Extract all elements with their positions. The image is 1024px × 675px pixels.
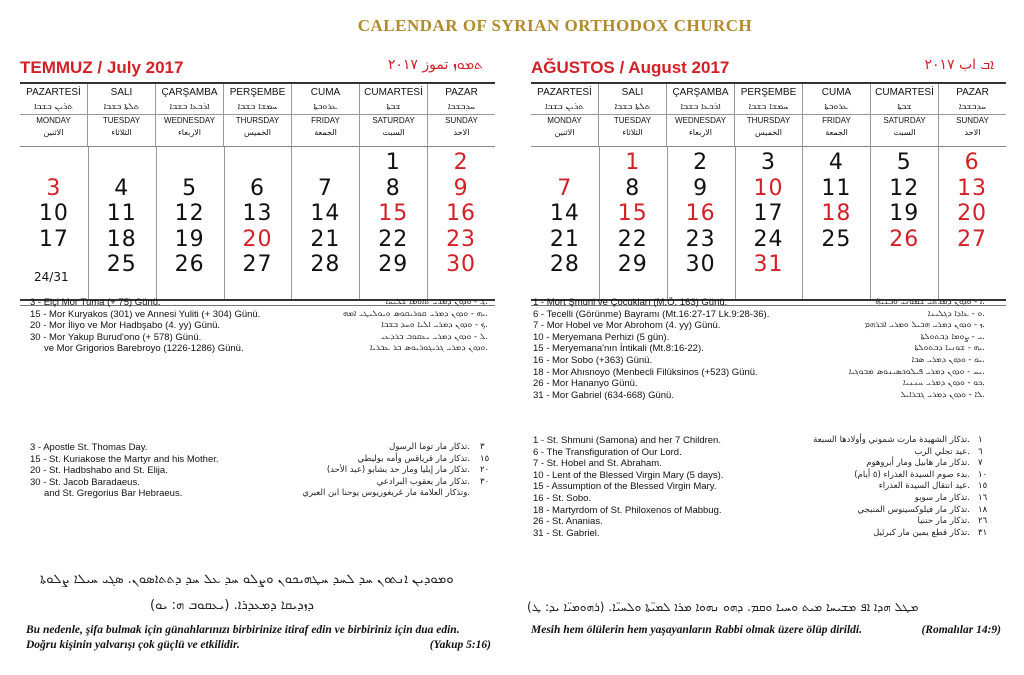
- event-line-syriac: ܝ - ܨܘܡܐ ܕܒܬܘܠܬܐ.: [920, 331, 985, 342]
- july-verse-turkish: [26, 623, 491, 653]
- day-number: 22: [378, 226, 409, 252]
- day-number: 11: [821, 175, 852, 201]
- weekday-header-cell: [871, 84, 939, 146]
- day-number: 8: [625, 175, 641, 201]
- day-number: 26: [889, 226, 920, 252]
- event-line-syriac: ܘ - ܥܐܕܐ ܕܓܠܝܢܐ.: [927, 308, 985, 319]
- day-number: 23: [446, 226, 477, 252]
- day-number: 30: [446, 252, 477, 277]
- weekday-syriac: ܬܪܝܢ ܒܫܒܐ: [33, 102, 74, 112]
- event-line: 1 - Mort Şmuni ve Çocukları (M.Ö. 163) Günü.: [533, 297, 728, 308]
- day-number: 8: [385, 175, 401, 201]
- weekday-arabic: الاثنين: [43, 128, 64, 137]
- day-number: 7: [317, 175, 333, 201]
- day-number: 20: [957, 201, 988, 226]
- weekday-arabic: الثلاثاء: [111, 128, 132, 137]
- event-line-arabic: تذكار مار قرياقس وأمه يوليطي.: [357, 453, 470, 464]
- day-number: 19: [174, 226, 205, 252]
- weekday-english: MONDAY: [20, 114, 87, 127]
- day-number: 22: [617, 226, 648, 252]
- event-line: 6 - The Transfiguration of Our Lord.: [533, 446, 682, 458]
- weekday-arabic: الجمعة: [314, 128, 337, 137]
- event-line: 30 - Mor Yakup Burud'ono (+ 578) Günü.: [30, 331, 202, 343]
- event-line-arabic: تذكار مار توما الرسول.: [389, 442, 470, 452]
- day-number: 11: [106, 201, 137, 226]
- event-line-syriac: ܝܗ - ܘܕܘܢ ܕܡܪܝ ܩܘܪܝܩܘܣ ܘܝܘܠܝܛܝ ܐܡܗ.: [342, 308, 488, 319]
- day-number: 5: [896, 150, 912, 175]
- month-title-native: ܬܡܘܙ تموز ٢٠١٧: [387, 57, 483, 73]
- event-line: 6 - Tecelli (Görünme) Bayramı (Mt.16:27-17 Lk.9:28-36).: [533, 308, 770, 320]
- event-line: 18 - Martyrdom of St. Philoxenos of Mabbug.: [533, 504, 722, 516]
- event-line: 10 - Lent of the Blessed Virgin Mary (5 days).: [533, 469, 724, 481]
- day-number: 15: [617, 201, 648, 226]
- weekday-english: WEDNESDAY: [667, 114, 734, 127]
- event-line: 26 - Mor Hananyo Günü.: [533, 378, 638, 390]
- weekday-header-cell: [803, 84, 871, 146]
- weekday-english: FRIDAY: [292, 114, 359, 127]
- event-day-arabic: ٣٠: [480, 476, 490, 487]
- day-number: 3: [760, 150, 776, 175]
- event-line-syriac: ܟ - ܘܕܘܢ ܕܡܪܝ ܐܠܝܐ ܘܚܕ ܒܫܒܐ.: [381, 320, 488, 331]
- event-line: 15 - Mor Kuryakos (301) ve Annesi Yuliti (+ 304) Günü.: [30, 308, 261, 320]
- event-day-arabic: ٢٦: [978, 516, 988, 527]
- day-number: 27: [242, 252, 273, 277]
- weekday-english: FRIDAY: [803, 114, 870, 127]
- event-line-arabic: عيد تجلي الرب.: [914, 446, 970, 457]
- august-verse-turkish: [531, 623, 1001, 638]
- weekday-arabic: الثلاثاء: [622, 128, 643, 137]
- weekday-turkish: SALI: [621, 87, 644, 98]
- event-line: ve Mor Grigorios Barebroyo (1226-1286) Günü.: [44, 343, 244, 355]
- day-number: 18: [821, 201, 852, 226]
- month-title: TEMMUZ / July 2017: [20, 58, 184, 77]
- weekday-arabic: الاربعاء: [178, 128, 201, 137]
- weekday-header-cell: [599, 84, 667, 146]
- event-day-arabic: ١٥: [480, 453, 490, 464]
- day-number: 14: [549, 201, 580, 226]
- calendar-grid: [20, 82, 495, 306]
- month-title-native: ܐܒ اب ٢٠١٧: [924, 57, 994, 73]
- weekday-english: WEDNESDAY: [156, 114, 223, 127]
- event-line: 10 - Meryemana Perhizi (5 gün).: [533, 331, 670, 343]
- weekday-english: MONDAY: [531, 114, 598, 127]
- page-title: CALENDAR OF SYRIAN ORTHODOX CHURCH: [357, 16, 753, 35]
- weekday-turkish: ÇARŞAMBA: [672, 87, 729, 98]
- weekday-syriac: ܥܪܘܒܬܐ: [313, 102, 338, 112]
- weekday-syriac: ܐܪܒܥܐ ܒܫܒܐ: [169, 102, 210, 112]
- event-line-arabic: بدء صوم السيدة العذراء (٥ أيام).: [854, 469, 970, 480]
- weekday-english: SUNDAY: [428, 114, 495, 127]
- weekday-header-cell: [667, 84, 735, 146]
- event-line-syriac: ܠ - ܘܕܘܢ ܕܡܪܝ ܝܥܩܘܒ ܒܪܕܥܝ.: [380, 331, 488, 342]
- weekday-turkish: SALI: [110, 87, 133, 98]
- day-number: 13: [242, 201, 273, 226]
- weekday-header-cell: [735, 84, 803, 146]
- verse-text: Bu nedenle, şifa bulmak için günahlarınızı birbirinize itiraf edin ve birbiriniz için dua edin. Doğru kişinin yalvarışı çok güçlü ve etkilidir.: [26, 624, 460, 651]
- day-number: 30: [685, 252, 716, 277]
- event-day-arabic: ٦: [978, 446, 983, 457]
- day-number: 31: [753, 252, 784, 277]
- event-line-syriac: ܟܘ - ܘܕܘܢ ܕܡܪܝ ܚܢܢܝܐ.: [902, 378, 985, 389]
- day-number: 28: [549, 252, 580, 277]
- weekday-header-row: [20, 84, 495, 147]
- event-line-arabic: عيد انتقال السيدة العذراء.: [878, 481, 970, 492]
- event-line-arabic: تذكار مار سوبو.: [914, 492, 970, 503]
- weekday-arabic: السبت: [893, 128, 916, 137]
- weekday-header-cell: [88, 84, 156, 146]
- day-number: 3: [46, 175, 62, 201]
- weekday-header-cell: [20, 84, 88, 146]
- day-grid: [531, 147, 1006, 299]
- day-number: 20: [242, 226, 273, 252]
- event-line-arabic: تذكار مار حننيا.: [917, 516, 970, 527]
- event-line: 7 - Mor Hobel ve Mor Abrohom (4. yy) Günü.: [533, 320, 721, 332]
- event-day-arabic: ١٦: [978, 492, 988, 503]
- day-grid: [20, 147, 495, 299]
- day-number: 6: [964, 150, 980, 175]
- day-number: 6: [249, 175, 265, 201]
- weekday-syriac: ܥܪܘܒܬܐ: [824, 102, 849, 112]
- weekday-syriac: ܚܡܫܐ ܒܫܒܐ: [237, 102, 278, 112]
- day-number: 25: [821, 226, 852, 252]
- day-number: 9: [453, 175, 469, 201]
- day-number: 7: [557, 175, 573, 201]
- event-line: 31 - Mor Gabriel (634-668) Günü.: [533, 389, 674, 401]
- event-day-arabic: ١: [978, 435, 983, 445]
- event-line: 15 - Assumption of the Blessed Virgin Mary.: [533, 481, 717, 493]
- event-line-syriac: ܝܚ - ܘܕܘܢ ܕܡܪܝ ܦܝܠܘܟܣܝܢܘܣ ܡܒܘܓܝܐ.: [848, 366, 985, 377]
- august-verse-syriac: ܡܛܠ ܗܕܐ ܐܦ ܡܫܝܚܐ ܡܝܬ ܘܚܝܐ ܘܩܡ. ܕܗܘ ܢܗܘܐ ܡܪܐ ܠܡܝ̈ܬܐ ܘܠܚܝ̈ܐ. (ܪܗܘܡܝ̈ܐ ܝܕ: ܛ): [527, 600, 919, 614]
- day-number: 28: [310, 252, 341, 277]
- event-line: 1 - St. Shmuni (Samona) and her 7 Children.: [533, 435, 721, 446]
- weekday-header-row: [531, 84, 1006, 147]
- weekday-turkish: PAZARTESİ: [26, 87, 81, 98]
- weekday-turkish: CUMARTESİ: [875, 87, 934, 98]
- day-number: 16: [446, 201, 477, 226]
- weekday-turkish: PAZAR: [956, 87, 989, 98]
- verse-text: Mesih hem ölülerin hem yaşayanların Rabbi olmak üzere ölüp dirildi.: [531, 624, 862, 636]
- day-number: 4: [828, 150, 844, 175]
- weekday-turkish: PAZARTESİ: [537, 87, 592, 98]
- weekday-english: SUNDAY: [939, 114, 1006, 127]
- day-number: 10: [38, 201, 69, 226]
- day-number: 12: [889, 175, 920, 201]
- weekday-turkish: ÇARŞAMBA: [161, 87, 218, 98]
- day-number: 29: [378, 252, 409, 277]
- weekday-arabic: الاثنين: [554, 128, 575, 137]
- weekday-english: SATURDAY: [871, 114, 938, 127]
- weekday-syriac: ܬܠܬܐ ܒܫܒܐ: [614, 102, 651, 112]
- weekday-header-cell: [360, 84, 428, 146]
- weekday-english: TUESDAY: [599, 114, 666, 127]
- event-line: 7 - St. Hobel and St. Abraham.: [533, 458, 662, 470]
- day-number: 24: [753, 226, 784, 252]
- verse-reference: (Yakup 5:16): [429, 639, 491, 651]
- month-august: [531, 56, 1006, 306]
- weekday-syriac: ܬܠܬܐ ܒܫܒܐ: [103, 102, 140, 112]
- event-line: and St. Gregorius Bar Hebraeus.: [44, 488, 183, 500]
- day-number: 2: [453, 150, 469, 175]
- event-line: 15 - Meryemana'nın İntikali (Mt.8:16-22).: [533, 343, 704, 355]
- weekday-turkish: PERŞEMBE: [740, 87, 797, 98]
- event-line-arabic: وتذكار العلامة مار غريغوريوس يوحنا ابن العبري.: [302, 488, 470, 499]
- event-line-syriac: ܓ - ܘܕܘܢ ܕܡܪܝ ܬܐܘܡܐ ܫܠܝܚܐ.: [385, 297, 488, 307]
- event-day-arabic: ٢٠: [480, 465, 490, 476]
- event-line-arabic: تذكار مار هابيل ومار أبروهوم.: [866, 458, 970, 469]
- weekday-header-cell: [156, 84, 224, 146]
- weekday-syriac: ܚܕܒܫܒܐ: [958, 102, 987, 112]
- event-line-syriac: ܠܐ - ܘܕܘܢ ܕܡܪܝ ܓܒܪܐܝܠ.: [900, 389, 985, 400]
- event-line-syriac: ܝܘ - ܘܕܘܢ ܕܡܪܝ ܣܒܐ.: [911, 354, 985, 365]
- day-number: 17: [753, 201, 784, 226]
- day-number: 1: [625, 150, 641, 175]
- day-number: 25: [106, 252, 137, 277]
- event-line-arabic: تذكار مار يعقوب البرادعي.: [376, 476, 470, 487]
- day-number: 4: [114, 175, 130, 201]
- day-number: 23: [685, 226, 716, 252]
- day-number: 1: [385, 150, 401, 175]
- calendar-grid: [531, 82, 1006, 306]
- weekday-syriac: ܚܕܒܫܒܐ: [447, 102, 476, 112]
- event-line-syriac: ܝܗ - ܫܘܢܝܐ ܕܒܬܘܠܬܐ.: [914, 343, 985, 354]
- event-day-arabic: ١٨: [978, 504, 988, 515]
- day-number: 21: [549, 226, 580, 252]
- event-day-arabic: ٧: [978, 458, 983, 469]
- weekday-header-cell: [531, 84, 599, 146]
- event-line-arabic: تذكار مار فيلوكسينوس المنبجي.: [857, 504, 970, 515]
- weekday-english: THURSDAY: [224, 114, 291, 127]
- split-day: 24/31: [34, 270, 69, 284]
- day-number: 2: [693, 150, 709, 175]
- day-number: 13: [957, 175, 988, 201]
- event-day-arabic: [480, 488, 500, 500]
- event-line: 20 - Mor İliyo ve Mor Hadbşabo (4. yy) Günü.: [30, 320, 221, 332]
- event-day-arabic: ١٠: [978, 469, 988, 480]
- month-july: [20, 56, 495, 306]
- day-number: 21: [310, 226, 341, 252]
- event-line: 3 - Elçi Mor Tuma (+ 75) Günü.: [30, 297, 161, 308]
- day-number: 26: [174, 252, 205, 277]
- event-line-arabic: تذكار مار إيليا ومار حد بشابو (عبد الأحد).: [326, 465, 470, 476]
- day-number: 27: [957, 226, 988, 252]
- day-number: 16: [685, 201, 716, 226]
- weekday-turkish: CUMA: [310, 87, 341, 98]
- weekday-syriac: ܚܡܫܐ ܒܫܒܐ: [748, 102, 789, 112]
- weekday-english: THURSDAY: [735, 114, 802, 127]
- event-line: 15 - St. Kuriakose the Martyr and his Mother.: [30, 453, 219, 465]
- july-verse-syriac-line2: ܕܙܕܝܩܐ ܕܡܥܕܪܐ. (ܝܥܩܘܒ ܗ: ܝܘ): [150, 598, 314, 613]
- weekday-header-cell: [428, 84, 495, 146]
- weekday-arabic: الخميس: [754, 128, 783, 137]
- day-number: 14: [310, 201, 341, 226]
- day-number: 5: [182, 175, 198, 201]
- day-number: 9: [693, 175, 709, 201]
- weekday-turkish: PAZAR: [445, 87, 478, 98]
- weekday-syriac: ܬܪܝܢ ܒܫܒܐ: [544, 102, 585, 112]
- event-line-syriac: ܙ - ܘܕܘܢ ܕܡܪܝ ܗܒܝܠ ܘܡܪܝ ܐܒܪܗܡ.: [864, 320, 985, 331]
- day-number: 18: [106, 226, 137, 252]
- weekday-header-cell: [939, 84, 1006, 146]
- event-line: 3 - Apostle St. Thomas Day.: [30, 442, 148, 453]
- weekday-header-cell: [224, 84, 292, 146]
- event-line-syriac: ܐ - ܘܕܘܢ ܕܡܪܬܝ ܫܡܘܢܝ ܘܒܢܝܗ̈.: [875, 297, 985, 307]
- weekday-arabic: الاحد: [453, 128, 470, 137]
- day-number: 19: [889, 201, 920, 226]
- weekday-header-cell: [292, 84, 360, 146]
- event-line-syriac: ܘܕܘܢ ܕܡܪܝ ܓܪܝܓܘܪܝܘܣ ܒܪ ܥܒܪܝܐ.: [369, 343, 488, 354]
- month-title: AĞUSTOS / August 2017: [531, 58, 730, 77]
- day-number: 12: [174, 201, 205, 226]
- event-day-arabic: ٣١: [978, 527, 988, 538]
- day-number: 29: [617, 252, 648, 277]
- event-line: 16 - Mor Sobo (+363) Günü.: [533, 354, 653, 366]
- event-line: 18 - Mor Ahısnoyo (Menbecli Filüksinos (+523) Günü.: [533, 366, 758, 378]
- weekday-syriac: ܐܪܒܥܐ ܒܫܒܐ: [680, 102, 721, 112]
- weekday-arabic: الجمعة: [825, 128, 848, 137]
- weekday-arabic: الاحد: [964, 128, 981, 137]
- weekday-syriac: ܫܒܬܐ: [386, 102, 401, 112]
- day-number: 10: [753, 175, 784, 201]
- event-line: 26 - St. Ananias.: [533, 516, 603, 528]
- verse-reference: (Romalılar 14:9): [921, 624, 1001, 636]
- event-line-arabic: تذكار الشهيدة مارت شموني وأولادها السبعة.: [813, 435, 970, 445]
- weekday-arabic: السبت: [382, 128, 405, 137]
- day-number: 17: [38, 226, 69, 252]
- event-day-arabic: ٣: [480, 442, 485, 452]
- event-line: 16 - St. Sobo.: [533, 492, 592, 504]
- weekday-syriac: ܫܒܬܐ: [897, 102, 912, 112]
- july-verse-syriac-line1: ܘܡܘܕܝܢ ܐܢܬܘܢ ܚܕ ܠܚܕ ܚܛܗܝܟܘܢ ܘܨܠܘ ܚܕ ܥܠ ܚܕ ܕܬܬܐܣܘܢ. ܣܓܝ ܚܝܠܐ ܨܠܘܬܐ: [40, 572, 454, 587]
- day-number: 15: [378, 201, 409, 226]
- event-line-arabic: تذكار قطع يمين مار كبرئيل.: [873, 527, 970, 538]
- weekday-arabic: الاربعاء: [689, 128, 712, 137]
- weekday-arabic: الخميس: [243, 128, 272, 137]
- weekday-english: TUESDAY: [88, 114, 155, 127]
- event-day-arabic: ١٥: [978, 481, 988, 492]
- weekday-turkish: PERŞEMBE: [229, 87, 286, 98]
- weekday-turkish: CUMARTESİ: [364, 87, 423, 98]
- weekday-english: SATURDAY: [360, 114, 427, 127]
- event-line: 20 - St. Hadbshabo and St. Elija.: [30, 465, 168, 477]
- event-line: 30 - St. Jacob Baradaeus.: [30, 476, 140, 488]
- event-line: 31 - St. Gabriel.: [533, 527, 600, 539]
- weekday-turkish: CUMA: [821, 87, 852, 98]
